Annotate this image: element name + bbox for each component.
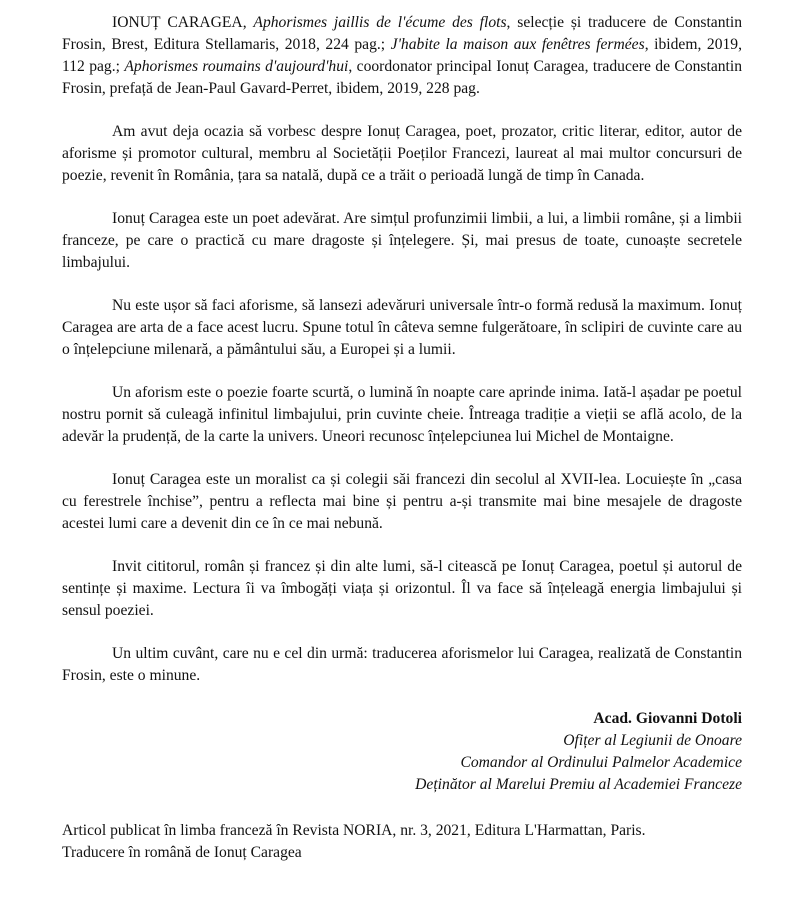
publication-note-line-1: Articol publicat în limba franceză în Revista NORIA, nr. 3, 2021, Editura L'Harmattan, Paris. — [62, 822, 646, 839]
signature-name: Acad. Giovanni Dotoli — [593, 710, 742, 727]
body-paragraph-1: Am avut deja ocazia să vorbesc despre Ionuț Caragea, poet, prozator, critic literar, editor, autor de aforisme și promotor cultural, membru al Societății Poeților Francezi, laureat al mai multor concursuri de poezie, revenit în România, țara sa natală, după ce a trăit o perioadă lungă de timp în Canada. — [62, 123, 742, 184]
body-paragraph-7: Un ultim cuvânt, care nu e cel din urmă: traducerea aforismelor lui Caragea, realizată de Constantin Frosin, este o minune. — [62, 645, 742, 684]
reference-book2-details: , ibidem, 2019, 112 pag.; — [62, 36, 742, 75]
body-paragraph-2: Ionuț Caragea este un poet adevărat. Are simțul profunzimii limbii, a lui, a limbii române, și a limbii franceze, pe care o practică cu mare dragoste și înțelegere. Și, mai presus de toate, cunoaște secretele limbajului. — [62, 210, 742, 271]
body-paragraph-6: Invit cititorul, român și francez și din alte lumi, să-l citească pe Ionuț Caragea, poetul și autorul de sentințe și maxime. Lectura îi va îmbogăți viața și orizontul. Îl va face să înțeleagă energia limbajului și sensul poeziei. — [62, 558, 742, 619]
document-page — [62, 12, 742, 864]
signature-block — [62, 708, 742, 796]
signature-title-3: Deținător al Marelui Premiu al Academiei Franceze — [415, 776, 742, 793]
publication-note-line-2: Traducere în română de Ionuț Caragea — [62, 844, 302, 861]
reference-paragraph — [62, 12, 742, 100]
signature-title-1: Ofițer al Legiunii de Onoare — [563, 732, 742, 749]
body-paragraph-4: Un aforism este o poezie foarte scurtă, o lumină în noapte care aprinde inima. Iată-l așadar pe poetul nostru pornit să culeagă infinitul limbajului, prin cuvinte cheie. Întreaga tradiție a vieții se află acolo, de la adevăr la prudență, de la carte la univers. Uneori recunosc înțelepciunea lui Michel de Montaigne. — [62, 384, 742, 445]
reference-author: IONUȚ CARAGEA, — [112, 14, 247, 31]
body-paragraph-3: Nu este ușor să faci aforisme, să lansezi adevăruri universale într-o formă redusă la maximum. Ionuț Caragea are arta de a face acest lucru. Spune totul în câteva semne fulgerătoare, în sclipiri de cuvinte care au o înțelepciune milenară, a pământului său, a Europei și a lumii. — [62, 297, 742, 358]
reference-book1-title: Aphorismes jaillis de l'écume des flots — [253, 14, 507, 31]
reference-book3-title: Aphorismes roumains d'aujourd'hui — [124, 58, 349, 75]
body-paragraph-5: Ionuț Caragea este un moralist ca și colegii săi francezi din secolul al XVII-lea. Locuiește în „casa cu ferestrele închise”, pentru a reflecta mai bine și pentru a-și transmite mai bine mesajele de dragoste acestei lumi care a devenit din ce în ce mai nebună. — [62, 471, 742, 532]
publication-note — [62, 820, 742, 864]
reference-book2-title: J'habite la maison aux fenêtres fermées — [390, 36, 645, 53]
signature-title-2: Comandor al Ordinului Palmelor Academice — [460, 754, 742, 771]
reference-book1-details: , selecție și traducere de Constantin Frosin, Brest, Editura Stellamaris, 2018, 224 pag.; — [62, 14, 742, 53]
reference-book3-details: , coordonator principal Ionuț Caragea, traducere de Constantin Frosin, prefață de Jean-Paul Gavard-Perret, ibidem, 2019, 228 pag. — [62, 58, 742, 97]
